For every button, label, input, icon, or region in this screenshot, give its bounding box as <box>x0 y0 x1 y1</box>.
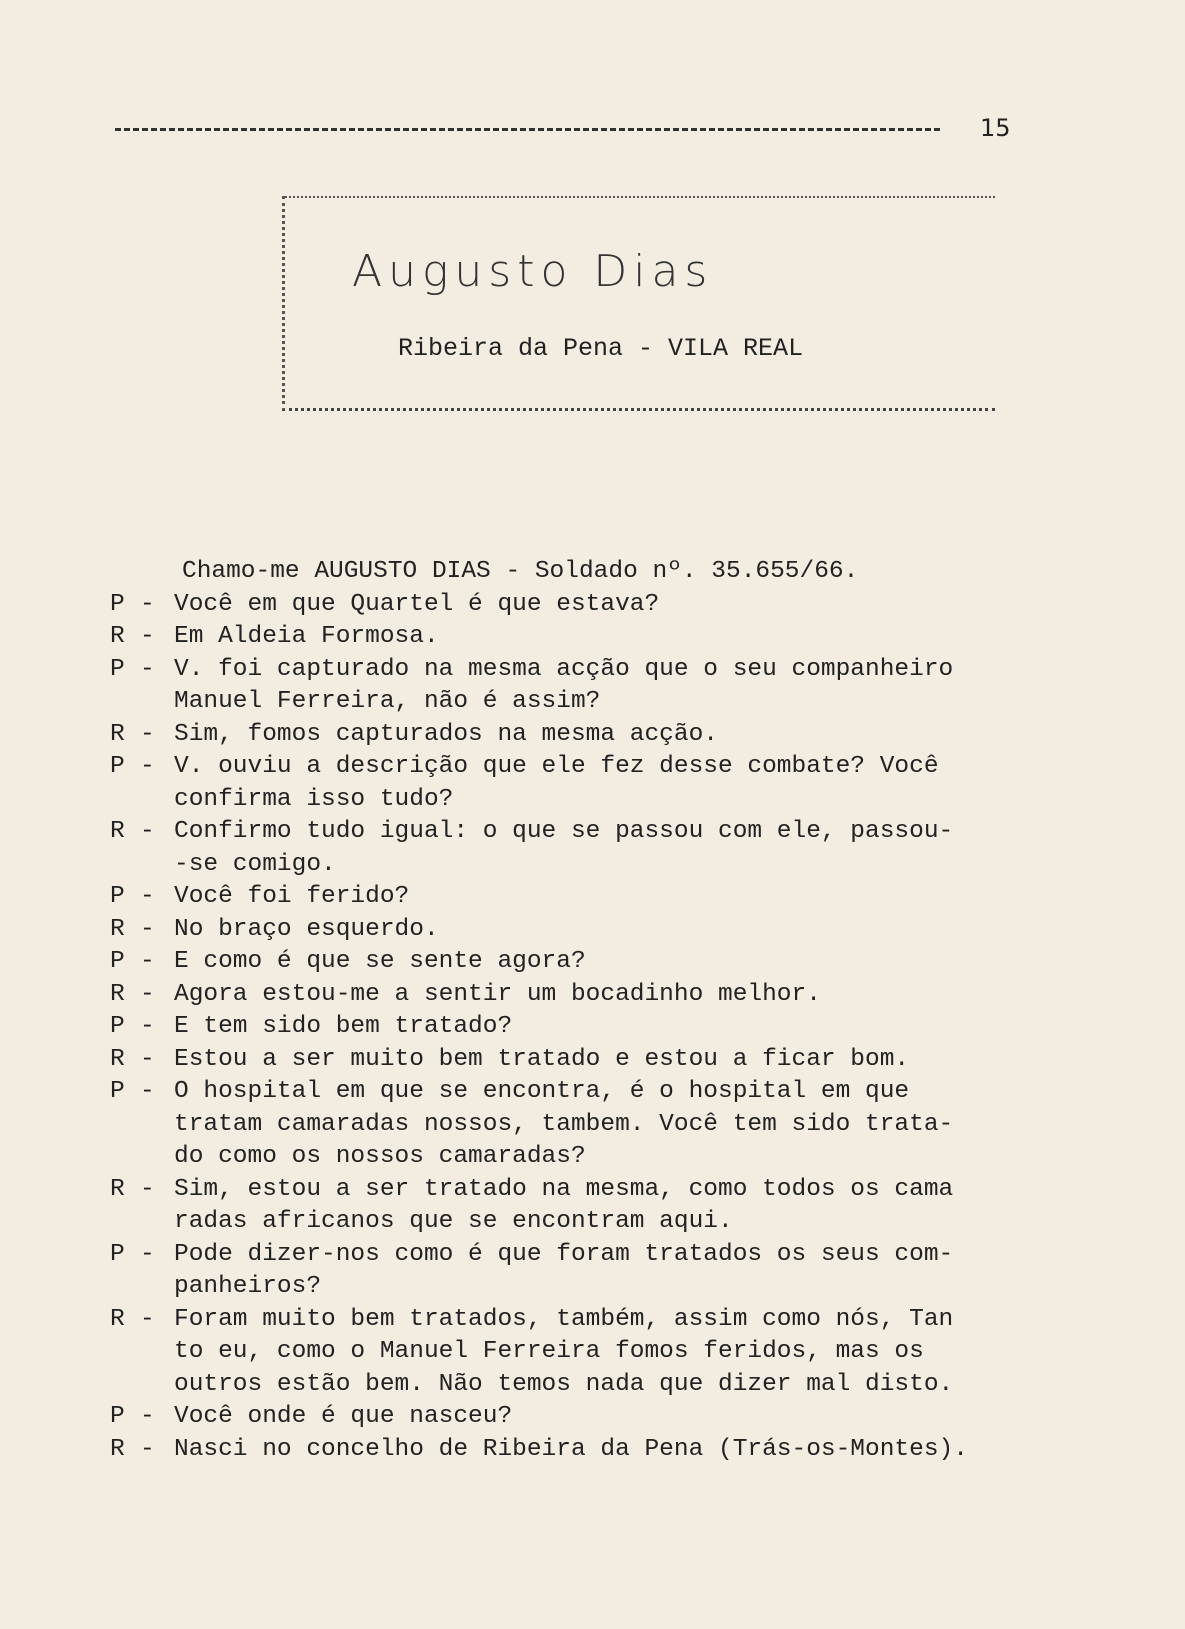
line-text: Nasci no concelho de Ribeira da Pena (Trás-os-Montes). <box>174 1435 968 1463</box>
title-name: Augusto Dias <box>352 246 714 297</box>
line-text: Pode dizer-nos como é que foram tratados os seus com- <box>174 1240 954 1268</box>
speaker-dash: - <box>140 818 155 845</box>
line-text: confirma isso tudo? <box>174 785 454 813</box>
dialogue-line <box>110 1401 1030 1434</box>
speaker-dash: - <box>140 1403 155 1430</box>
line-text: V. ouviu a descrição que ele fez desse combate? Você <box>174 753 939 780</box>
speaker-label: P <box>110 1240 125 1268</box>
speaker-dash: - <box>140 623 155 650</box>
dialogue-line <box>110 881 1030 914</box>
dialogue-line <box>110 1271 1030 1304</box>
speaker-label: P <box>110 753 125 780</box>
speaker-label: P <box>110 883 125 910</box>
dialogue-line <box>110 1239 1030 1272</box>
intro-line <box>110 556 1030 589</box>
line-text: to eu, como o Manuel Ferreira fomos feridos, mas os <box>174 1338 924 1365</box>
speaker-label: R <box>110 1435 125 1463</box>
dialogue-line <box>110 979 1030 1012</box>
dialogue-line <box>110 784 1030 817</box>
dialogue-line <box>110 914 1030 947</box>
line-text: Em Aldeia Formosa. <box>174 623 439 650</box>
dialogue-line <box>110 1141 1030 1174</box>
line-text: panheiros? <box>174 1273 322 1300</box>
line-text: Sim, estou a ser tratado na mesma, como todos os cama <box>174 1175 954 1203</box>
line-text: outros estão bem. Não temos nada que dizer mal disto. <box>174 1370 954 1398</box>
line-text: radas africanos que se encontram aqui. <box>174 1208 733 1235</box>
speaker-label: P <box>110 1078 125 1105</box>
dialogue-line <box>110 719 1030 752</box>
speaker-label: P <box>110 1403 125 1430</box>
speaker-dash: - <box>140 590 155 618</box>
speaker-dash: - <box>140 1305 155 1333</box>
line-text: do como os nossos camaradas? <box>174 1143 586 1170</box>
line-text: Confirmo tudo igual: o que se passou com ele, passou- <box>174 818 954 845</box>
speaker-dash: - <box>140 655 155 683</box>
line-text: Você onde é que nasceu? <box>174 1403 513 1430</box>
speaker-dash: - <box>140 753 155 780</box>
dialogue-line <box>110 1174 1030 1207</box>
speaker-dash: - <box>140 915 155 943</box>
line-text: O hospital em que se encontra, é o hospital em que <box>174 1078 910 1105</box>
line-text: No braço esquerdo. <box>174 915 439 943</box>
speaker-label: R <box>110 818 125 845</box>
speaker-label: R <box>110 720 125 748</box>
speaker-label: P <box>110 948 125 975</box>
dialogue-line <box>110 751 1030 784</box>
dialogue-line <box>110 1109 1030 1142</box>
line-text: E como é que se sente agora? <box>174 948 586 975</box>
speaker-label: R <box>110 1175 125 1203</box>
speaker-label: R <box>110 980 125 1008</box>
speaker-label: R <box>110 1045 125 1073</box>
interview-text <box>110 556 1030 1466</box>
speaker-dash: - <box>140 980 155 1008</box>
dialogue-line <box>110 589 1030 622</box>
line-text: V. foi capturado na mesma acção que o seu companheiro <box>174 655 954 683</box>
speaker-label: P <box>110 655 125 683</box>
title-location: Ribeira da Pena - VILA REAL <box>398 334 804 363</box>
page-number: 15 <box>980 114 1011 142</box>
speaker-dash: - <box>140 1175 155 1203</box>
intro-text: Chamo-me AUGUSTO DIAS - Soldado nº. 35.655/66. <box>182 558 859 585</box>
speaker-dash: - <box>140 883 155 910</box>
line-text: Foram muito bem tratados, também, assim como nós, Tan <box>174 1305 954 1333</box>
line-text: Manuel Ferreira, não é assim? <box>174 688 601 715</box>
line-text: -se comigo. <box>174 850 336 878</box>
dialogue-line <box>110 1206 1030 1239</box>
speaker-label: P <box>110 1013 125 1040</box>
dialogue-line <box>110 686 1030 719</box>
dialogue-line <box>110 1076 1030 1109</box>
speaker-label: R <box>110 1305 125 1333</box>
dialogue-line <box>110 1336 1030 1369</box>
line-text: Você em que Quartel é que estava? <box>174 590 660 618</box>
speaker-label: R <box>110 915 125 943</box>
speaker-dash: - <box>140 720 155 748</box>
dialogue <box>110 589 1030 1467</box>
dialogue-line <box>110 1044 1030 1077</box>
line-text: Estou a ser muito bem tratado e estou a ficar bom. <box>174 1045 910 1073</box>
speaker-dash: - <box>140 948 155 975</box>
dialogue-line <box>110 946 1030 979</box>
speaker-dash: - <box>140 1045 155 1073</box>
line-text: Você foi ferido? <box>174 883 410 910</box>
dialogue-line <box>110 816 1030 849</box>
header-dashed-rule <box>115 128 940 131</box>
title-box <box>282 196 995 411</box>
speaker-dash: - <box>140 1078 155 1105</box>
speaker-dash: - <box>140 1435 155 1463</box>
line-text: E tem sido bem tratado? <box>174 1013 513 1040</box>
speaker-dash: - <box>140 1240 155 1268</box>
dialogue-line <box>110 849 1030 882</box>
dialogue-line <box>110 1304 1030 1337</box>
dialogue-line <box>110 654 1030 687</box>
dialogue-line <box>110 1011 1030 1044</box>
line-text: Sim, fomos capturados na mesma acção. <box>174 720 718 748</box>
dialogue-line <box>110 1434 1030 1467</box>
speaker-dash: - <box>140 1013 155 1040</box>
dialogue-line <box>110 621 1030 654</box>
line-text: Agora estou-me a sentir um bocadinho melhor. <box>174 980 821 1008</box>
speaker-label: P <box>110 590 125 618</box>
line-text: tratam camaradas nossos, tambem. Você tem sido trata- <box>174 1110 954 1138</box>
speaker-label: R <box>110 623 125 650</box>
dialogue-line <box>110 1369 1030 1402</box>
